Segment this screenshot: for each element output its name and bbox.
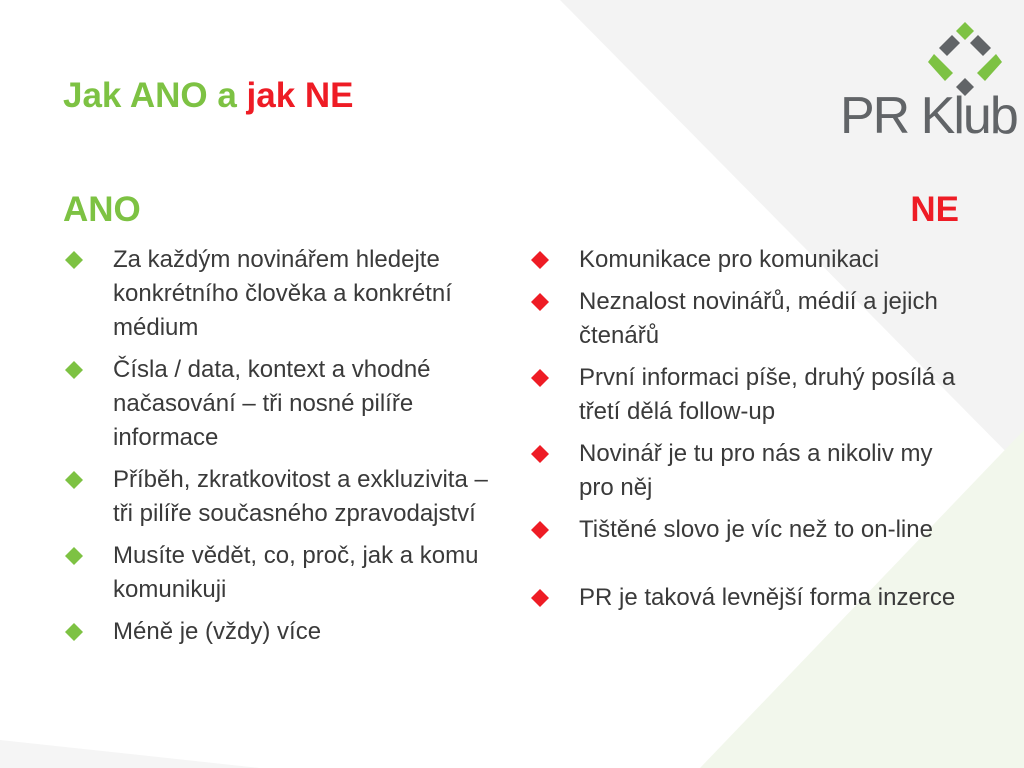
red-diamond-bullet-icon [531, 369, 549, 387]
green-diamond-bullet-icon [65, 623, 83, 641]
ne-list-item [526, 437, 966, 505]
ne-item-text: PR je taková levnější forma inzerce [579, 584, 956, 611]
red-diamond-bullet-icon [531, 293, 549, 311]
ne-list-item [526, 285, 966, 353]
green-diamond-bullet-icon [65, 251, 83, 269]
ne-list-item [526, 581, 966, 615]
ne-item-text: Neznalost novinářů, médií a jejich čtenářů [579, 288, 938, 349]
slide-title [63, 74, 354, 118]
logo-text: PR Klub [840, 87, 1017, 145]
red-diamond-bullet-icon [531, 521, 549, 539]
ano-list-item [60, 243, 500, 345]
green-diamond-bullet-icon [65, 547, 83, 565]
red-diamond-bullet-icon [531, 445, 549, 463]
ano-item-text: Čísla / data, kontext a vhodné načasování – tři nosné pilíře informace [113, 356, 431, 451]
ne-item-text: První informaci píše, druhý posílá a třetí dělá follow-up [579, 364, 956, 425]
ne-list-item [526, 513, 966, 547]
ne-heading: NE [910, 190, 959, 229]
ano-item-text: Za každým novinářem hledejte konkrétního člověka a konkrétní médium [113, 246, 452, 341]
title-green-part: Jak ANO a [63, 76, 247, 115]
ano-list-item [60, 463, 500, 531]
ano-list-item [60, 615, 500, 649]
red-diamond-bullet-icon [531, 589, 549, 607]
ano-heading: ANO [63, 190, 141, 229]
ano-item-text: Musíte vědět, co, proč, jak a komu komunikuji [113, 542, 479, 603]
ne-item-text: Novinář je tu pro nás a nikoliv my pro něj [579, 440, 933, 501]
green-diamond-bullet-icon [65, 361, 83, 379]
ano-list [60, 243, 500, 657]
pr-klub-logo [836, 18, 1017, 145]
ano-list-item [60, 539, 500, 607]
red-diamond-bullet-icon [531, 251, 549, 269]
ne-list-item [526, 361, 966, 429]
title-red-part: jak NE [246, 76, 354, 115]
ne-item-text: Komunikace pro komunikaci [579, 246, 880, 273]
ano-list-item [60, 353, 500, 455]
green-diamond-bullet-icon [65, 471, 83, 489]
ano-item-text: Méně je (vždy) více [113, 618, 322, 645]
ne-item-text: Tištěné slovo je víc než to on-line [579, 516, 933, 543]
ne-list-item [526, 243, 966, 277]
ano-item-text: Příběh, zkratkovitost a exkluzivita – tři pilíře současného zpravodajství [113, 466, 488, 527]
ne-list [526, 243, 966, 623]
